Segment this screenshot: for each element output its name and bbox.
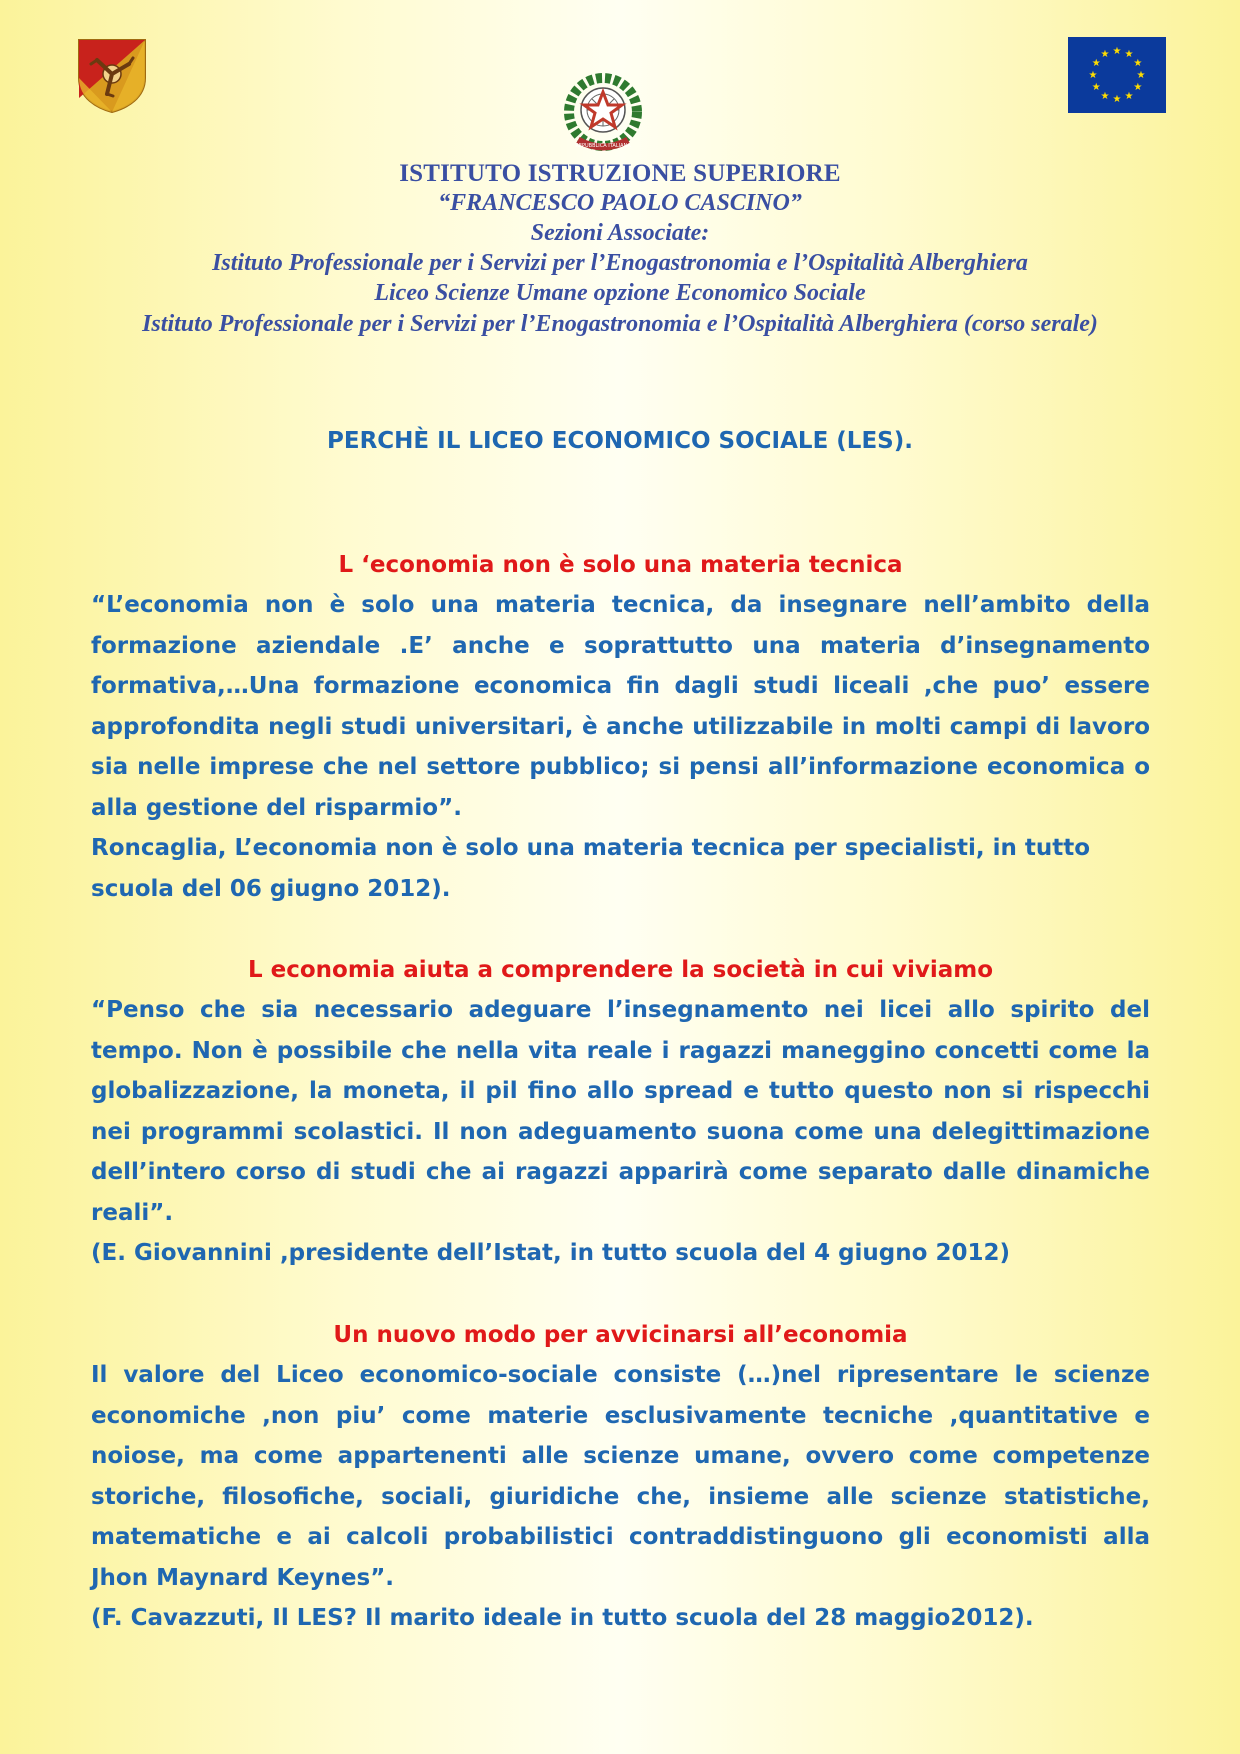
eu-star-icon: ★ (1124, 49, 1134, 61)
eu-flag-icon (1068, 37, 1166, 113)
svg-text:REPUBBLICA ITALIANA: REPUBBLICA ITALIANA (575, 143, 631, 149)
eu-star-icon: ★ (1091, 82, 1101, 93)
quote-text: “L’economia non è solo una materia tecnica, da insegnare nell’ambito della formazione aziendale .E’ anche e soprattutto una materia d’insegnamento formativa,…Una formazione economica fin dagli studi liceali ,che puo’ essere approfondita negli studi universitari, è anche utilizzabile in molti campi di lavoro sia nelle imprese che nel settore pubblico; si pensi all’informazione economica o alla gestione del risparmio”. (91, 592, 1150, 821)
citation: (F. Cavazzuti, Il LES? Il marito ideale in tutto scuola del 28 maggio2012). (91, 1605, 1034, 1631)
content-block (91, 1315, 1150, 1639)
eu-star-icon: ★ (1133, 58, 1143, 69)
main-heading: PERCHÈ IL LICEO ECONOMICO SOCIALE (LES). (327, 428, 913, 454)
citation: (E. Giovannini ,presidente dell’Istat, in tutto scuola del 4 giugno 2012) (91, 1240, 1010, 1266)
citation: Roncaglia, L’economia non è solo una materia tecnica per specialisti, in tutto scuola del 06 giugno 2012). (91, 835, 1091, 902)
eu-star-icon: ★ (1112, 94, 1122, 105)
eu-star-icon: ★ (1088, 70, 1098, 81)
institute-name: “FRANCESCO PAOLO CASCINO” (438, 190, 802, 216)
sicily-region-shield-icon (77, 38, 147, 114)
section-title: Un nuovo modo per avvicinarsi all’economia (333, 1322, 908, 1348)
eu-star-icon: ★ (1136, 70, 1146, 81)
eu-star-icon: ★ (1100, 49, 1110, 61)
content-block (91, 950, 1150, 1274)
sections-label: Sezioni Associate: (530, 220, 710, 246)
section-item: Istituto Professionale per i Servizi per l’Enogastronomia e l’Ospitalità Alberghiera (corso serale) (142, 311, 1098, 337)
eu-star-icon: ★ (1091, 58, 1101, 69)
content-block (91, 545, 1150, 909)
eu-star-icon: ★ (1112, 46, 1122, 57)
section-title: L ‘economia non è solo una materia tecnica (338, 552, 903, 578)
eu-star-icon: ★ (1100, 90, 1110, 102)
eu-star-icon: ★ (1124, 90, 1134, 102)
quote-text: Il valore del Liceo economico-sociale consiste (…)nel ripresentare le scienze economiche ,non piu’ come materie esclusivamente tecniche ,quantitative e noiose, ma come appartenenti alle scienze umane, ovvero come competenze storiche, filosofiche, sociali, giuridiche che, insieme alle scienze statistiche, matematiche e ai calcoli probabilistici contraddistinguono gli economisti alla Jhon Maynard Keynes”. (91, 1362, 1150, 1591)
institute-title: ISTITUTO ISTRUZIONE SUPERIORE (399, 160, 841, 187)
section-item: Istituto Professionale per i Servizi per l’Enogastronomia e l’Ospitalità Alberghiera (212, 250, 1028, 276)
section-item: Liceo Scienze Umane opzione Economico Sociale (374, 280, 866, 306)
italian-republic-emblem-icon (560, 72, 646, 156)
quote-text: “Penso che sia necessario adeguare l’insegnamento nei licei allo spirito del tempo. Non è possibile che nella vita reale i ragazzi maneggino concetti come la globalizzazione, la moneta, il pil fino allo spread e tutto questo non si rispecchi nei programmi scolastici. Il non adeguamento suona come una delegittimazione dell’intero corso di studi che ai ragazzi apparirà come separato dalle dinamiche reali”. (91, 997, 1150, 1226)
eu-star-icon: ★ (1133, 82, 1143, 93)
section-title: L economia aiuta a comprendere la società in cui viviamo (247, 957, 994, 983)
